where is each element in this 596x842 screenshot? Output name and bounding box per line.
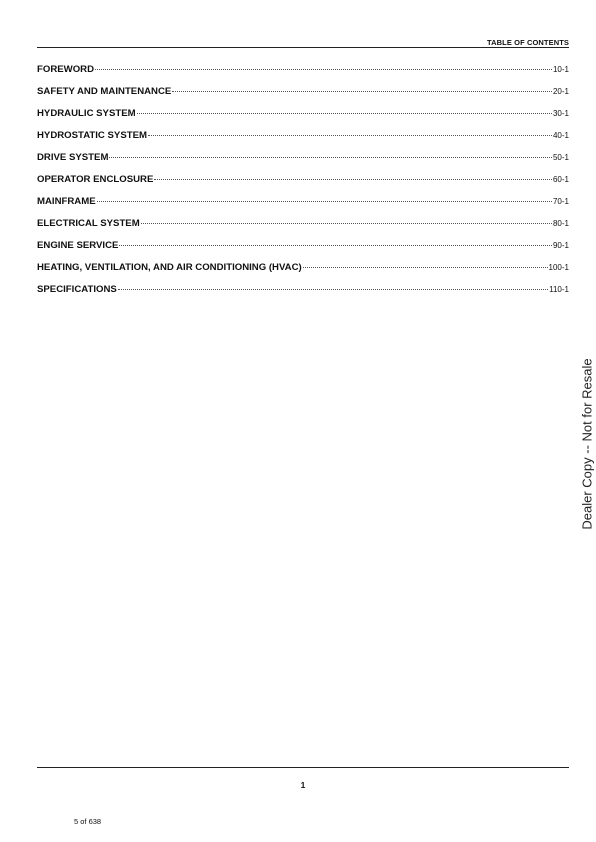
toc-entry-page: 20-1 (552, 87, 569, 96)
footer-divider (37, 767, 569, 768)
toc-entry-label: FOREWORD (37, 64, 95, 75)
toc-dot-leader (118, 289, 548, 290)
toc-entry-label: SAFETY AND MAINTENANCE (37, 86, 172, 97)
toc-entry-page: 30-1 (552, 109, 569, 118)
toc-dot-leader (109, 157, 552, 158)
toc-entry-label: HYDROSTATIC SYSTEM (37, 130, 147, 141)
toc-entry-label: OPERATOR ENCLOSURE (37, 174, 154, 185)
toc-entry-label: ENGINE SERVICE (37, 240, 119, 251)
header-divider (37, 47, 569, 48)
toc-entry-safety-and-maintenance[interactable] (37, 86, 569, 108)
dealer-copy-watermark: Dealer Copy -- Not for Resale (579, 358, 595, 530)
toc-dot-leader (137, 113, 552, 114)
toc-entry-page: 110-1 (549, 285, 569, 294)
toc-entry-electrical-system[interactable] (37, 218, 569, 240)
toc-entry-page: 50-1 (552, 153, 569, 162)
toc-entry-label: HYDRAULIC SYSTEM (37, 108, 136, 119)
table-of-contents (37, 64, 569, 306)
toc-entry-operator-enclosure[interactable] (37, 174, 569, 196)
toc-entry-page: 100-1 (548, 263, 569, 272)
toc-entry-page: 10-1 (552, 65, 569, 74)
page-count: 5 of 638 (74, 817, 102, 826)
toc-entry-page: 80-1 (552, 219, 569, 228)
toc-entry-label: ELECTRICAL SYSTEM (37, 218, 140, 229)
toc-dot-leader (148, 135, 552, 136)
toc-entry-hydrostatic-system[interactable] (37, 130, 569, 152)
toc-entry-hydraulic-system[interactable] (37, 108, 569, 130)
toc-dot-leader (141, 223, 552, 224)
toc-entry-label: DRIVE SYSTEM (37, 152, 109, 163)
toc-entry-hvac[interactable] (37, 262, 569, 284)
section-header-title: TABLE OF CONTENTS (487, 38, 569, 47)
toc-dot-leader (154, 179, 552, 180)
toc-dot-leader (119, 245, 552, 246)
toc-dot-leader (172, 91, 552, 92)
toc-entry-label: MAINFRAME (37, 196, 96, 207)
toc-entry-engine-service[interactable] (37, 240, 569, 262)
toc-entry-label: SPECIFICATIONS (37, 284, 117, 295)
page-number: 1 (300, 780, 306, 790)
toc-dot-leader (303, 267, 548, 268)
toc-entry-foreword[interactable] (37, 64, 569, 86)
toc-entry-specifications[interactable] (37, 284, 569, 306)
toc-entry-mainframe[interactable] (37, 196, 569, 218)
toc-dot-leader (97, 201, 552, 202)
toc-entry-page: 60-1 (552, 175, 569, 184)
toc-dot-leader (95, 69, 552, 70)
toc-entry-page: 70-1 (552, 197, 569, 206)
toc-entry-label: HEATING, VENTILATION, AND AIR CONDITIONING (HVAC) (37, 262, 302, 273)
toc-entry-page: 90-1 (552, 241, 569, 250)
toc-entry-drive-system[interactable] (37, 152, 569, 174)
toc-entry-page: 40-1 (552, 131, 569, 140)
